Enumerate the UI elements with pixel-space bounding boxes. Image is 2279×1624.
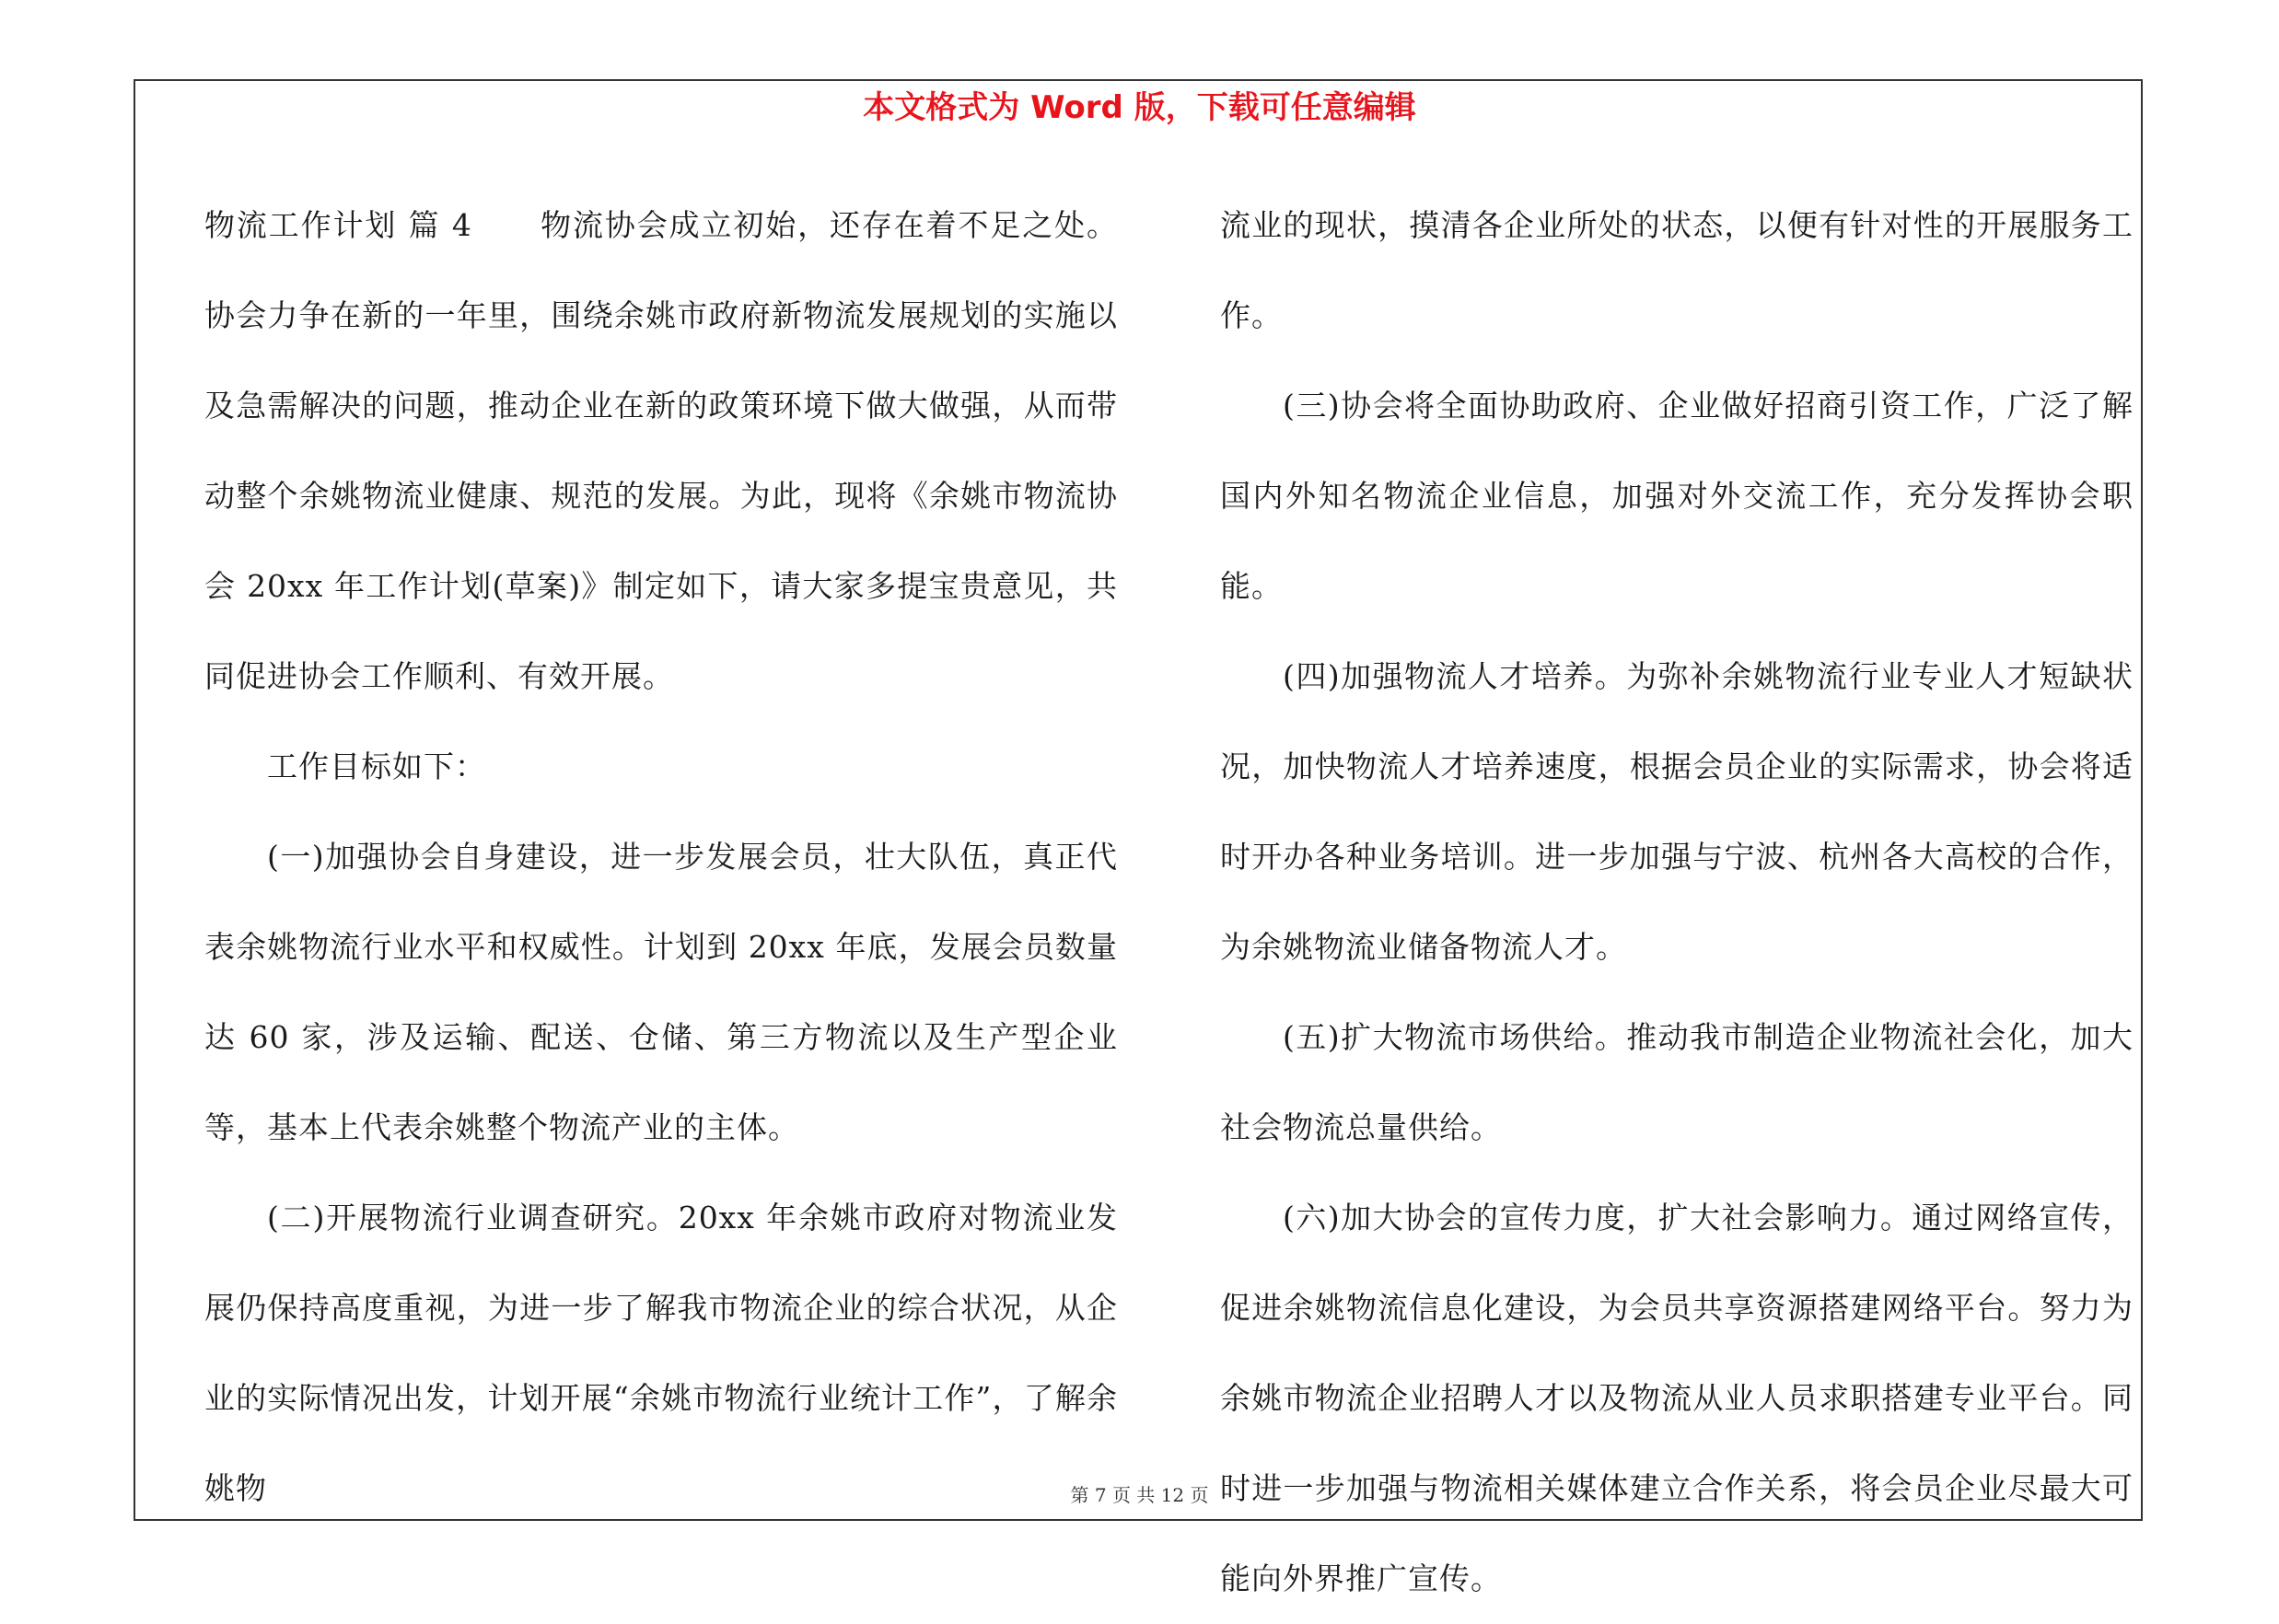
goal-item-1: (一)加强协会自身建设，进一步发展会员，壮大队伍，真正代表余姚物流行业水平和权威性。计划到 20xx 年底，发展会员数量达 60 家，涉及运输、配送、仓储、第三方物流以及生产型企业等，基本上代表余姚整个物流产业的主体。 <box>204 839 1118 1145</box>
goal-item-6: (六)加大协会的宣传力度，扩大社会影响力。通过网络宣传，促进余姚物流信息化建设，为会员共享资源搭建网络平台。努力为余姚市物流企业招聘人才以及物流从业人员求职搭建专业平台。同时进一步加强与物流相关媒体建立合作关系，将会员企业尽最大可能向外界推广宣传。 <box>1220 1200 2134 1596</box>
word-format-banner: 本文格式为 Word 版，下载可任意编辑 <box>863 89 1416 126</box>
goal-item-2-start: (二)开展物流行业调查研究。20xx 年余姚市政府对物流业发展仍保持高度重视，为进一步了解我市物流企业的综合状况，从企业的实际情况出发，计划开展“余姚市物流行业统计工作”，了解余姚物 <box>204 1200 1118 1506</box>
right-column <box>1220 180 2134 1624</box>
intro-text: 物流协会成立初始，还存在着不足之处。协会力争在新的一年里，围绕余姚市政府新物流发展规划的实施以及急需解决的问题，推动企业在新的政策环境下做大做强，从而带动整个余姚物流业健康、规范的发展。为此，现将《余姚市物流协会 20xx 年工作计划(草案)》制定如下，请大家多提宝贵意见，共同促进协会工作顺利、有效开展。 <box>204 207 1118 694</box>
goal-item-2-end: 流业的现状，摸清各企业所处的状态，以便有针对性的开展服务工作。 <box>1220 207 2134 333</box>
intro-paragraph <box>204 180 1118 722</box>
goal-item-3: (三)协会将全面协助政府、企业做好招商引资工作，广泛了解国内外知名物流企业信息，加强对外交流工作，充分发挥协会职能。 <box>1220 388 2134 604</box>
page-number-footer: 第 7 页 共 12 页 <box>1070 1484 1209 1506</box>
goal-item-4: (四)加强物流人才培养。为弥补余姚物流行业专业人才短缺状况，加快物流人才培养速度，根据会员企业的实际需求，协会将适时开办各种业务培训。进一步加强与宁波、杭州各大高校的合作，为余姚物流业储备物流人才。 <box>1220 658 2134 965</box>
left-column <box>204 180 1118 1534</box>
section-heading: 物流工作计划 篇 4 <box>204 207 472 243</box>
goal-item-5: (五)扩大物流市场供给。推动我市制造企业物流社会化，加大社会物流总量供给。 <box>1220 1019 2134 1145</box>
goals-title: 工作目标如下： <box>267 748 486 784</box>
heading-spacer <box>472 207 541 243</box>
